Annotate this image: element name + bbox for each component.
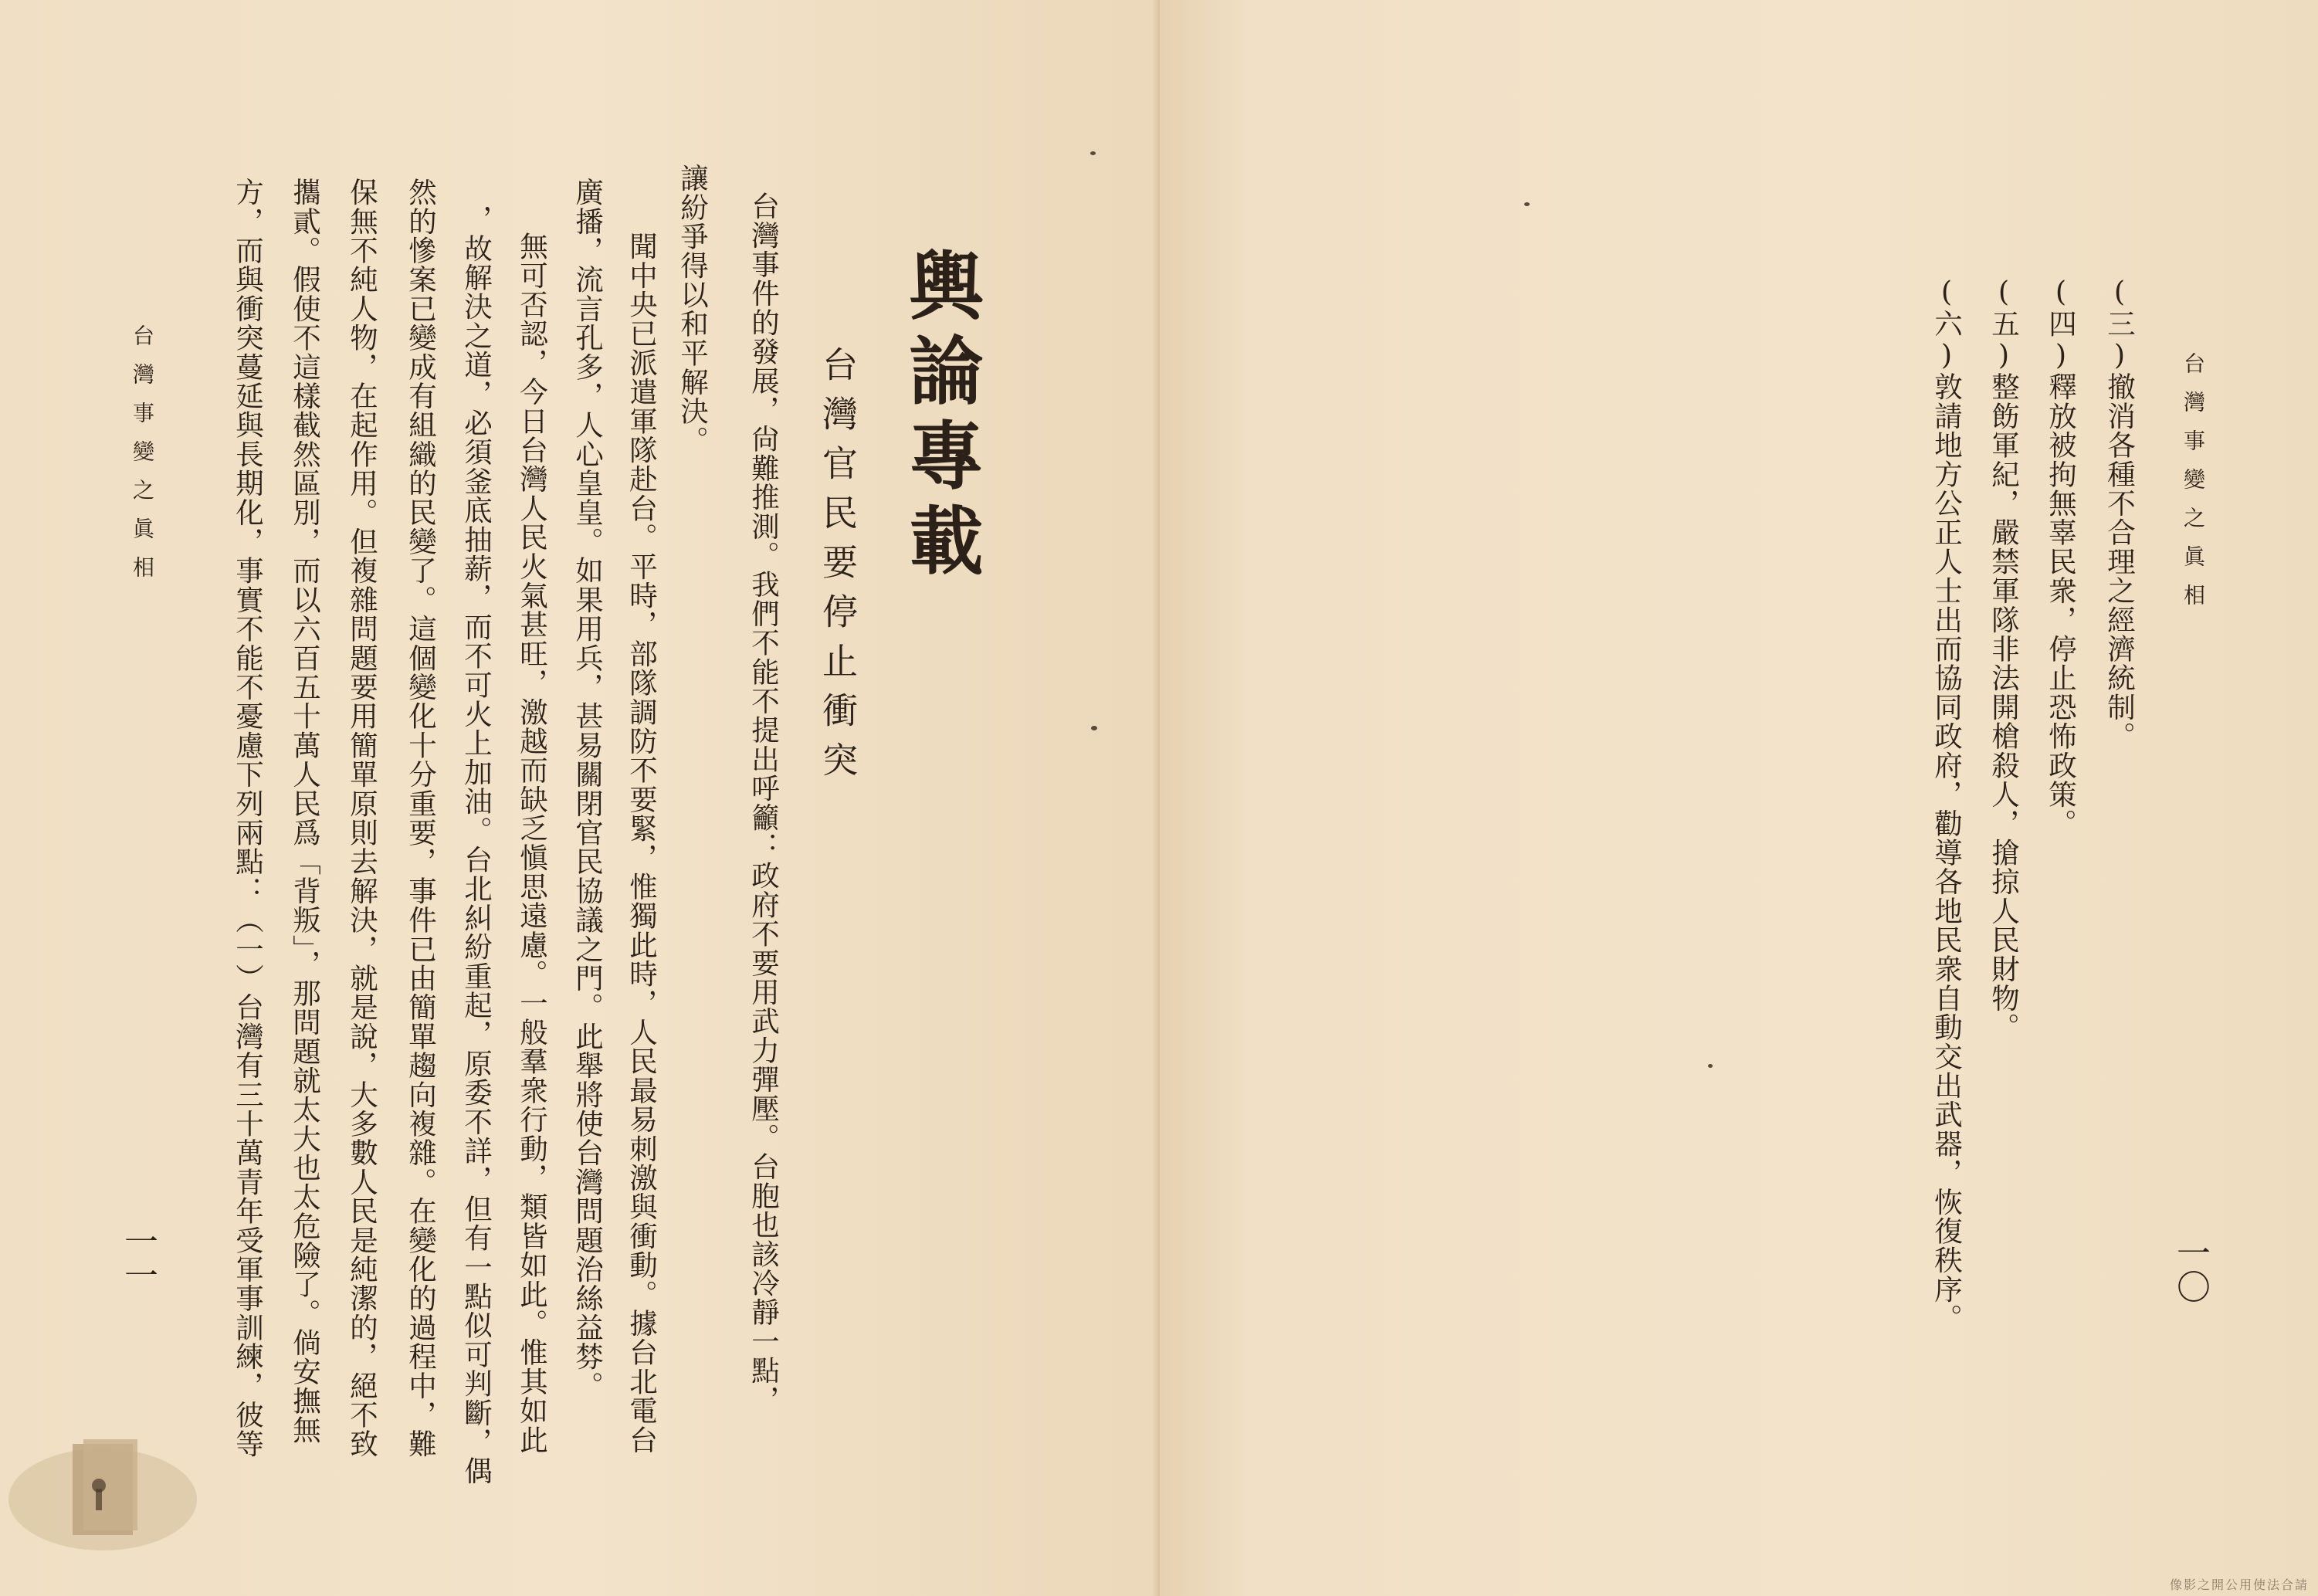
paragraph-2-line-2: 廣播，流言孔多，人心皇皇。如果用兵，甚易關閉官民協議之門。此舉將使台灣問題治絲益棼。: [571, 178, 605, 1401]
article-title: 台灣官民要停止衝突: [817, 346, 859, 791]
paragraph-1-line-1: 台灣事件的發展，尙難推測。我們不能不提出呼籲：政府不要用武力彈壓。台胞也該冷靜一點，: [747, 191, 781, 1415]
left-running-head: 台灣事變之眞相: [130, 324, 155, 595]
right-page: [1160, 0, 2318, 1596]
paper-speck: [1708, 1064, 1713, 1068]
paragraph-2-line-1: 聞中央已派遣軍隊赴台。平時，部隊調防不要緊，惟獨此時，人民最易刺激與衝動。據台北電台: [625, 232, 659, 1455]
paper-speck: [1090, 151, 1096, 155]
watermark-text: 像影之開公用使法合請: [2169, 1577, 2309, 1592]
library-emblem-icon: [6, 1428, 199, 1552]
paragraph-2-line-5: 然的慘案已變成有組織的民變了。這個變化十分重要，事件已由簡單趨向複雜。在變化的過程中，難: [404, 178, 438, 1459]
right-item-4: (四)釋放被拘無辜民衆，停止恐怖政策。: [2044, 275, 2078, 839]
right-running-head: 台灣事變之眞相: [2181, 352, 2206, 622]
paragraph-2-line-7: 攜貳。假使不這樣截然區別，而以六百五十萬人民爲「背叛」，那問題就太大也太危險了。倘安撫無: [288, 178, 322, 1445]
right-item-3: (三)撤消各種不合理之經濟統制。: [2103, 275, 2137, 751]
right-item-5: (五)整飭軍紀，嚴禁軍隊非法開槍殺人，搶掠人民財物。: [1987, 275, 2021, 1042]
paragraph-1-line-2: 讓紛爭得以和平解決。: [676, 164, 710, 455]
paragraph-2-line-3: 無可否認，今日台灣人民火氣甚旺，激越而缺乏愼思遠慮。一般羣衆行動，類皆如此。惟其如此: [515, 232, 549, 1455]
right-item-6: (六)敦請地方公正人士出而協同政府，勸導各地民衆自動交出武器，恢復秩序。: [1930, 275, 1964, 1333]
section-title: 輿論專載: [897, 247, 984, 587]
paper-speck: [1091, 726, 1097, 730]
paper-speck: [1524, 202, 1530, 206]
paragraph-2-line-4: ，故解決之道，必須釜底抽薪，而不可火上加油。台北糾紛重起，原委不詳，但有一點似可判斷，偶: [459, 205, 493, 1486]
paragraph-2-line-6: 保無不純人物，在起作用。但複雜問題要用簡單原則去解決，就是說，大多數人民是純潔的，絕不致: [345, 178, 379, 1459]
paragraph-2-line-8: 方，而與衝突蔓延與長期化，事實不能不憂慮下列兩點：（一）台灣有三十萬青年受軍事訓練，彼等: [231, 178, 265, 1459]
left-page-number: 一一: [118, 1224, 158, 1292]
right-page-number: 一〇: [2171, 1235, 2210, 1303]
